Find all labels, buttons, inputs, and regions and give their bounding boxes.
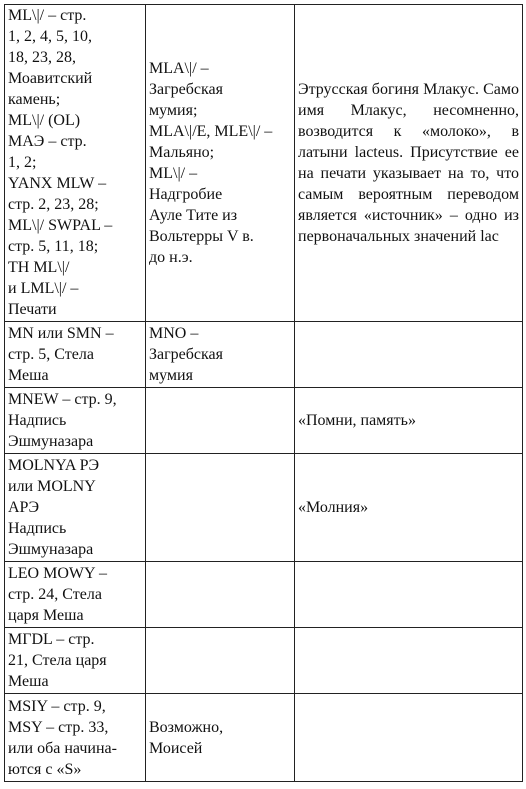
table-row [5,694,523,782]
table-row [5,5,523,322]
table-cell-parallel: Возможно, Моисей [146,694,295,782]
table-cell-meaning [295,628,523,694]
table-cell-parallel: MNO – Загребская мумия [146,322,295,388]
table-cell-inscription: ML\|/ – стр. 1, 2, 4, 5, 10, 18, 23, 28, Моавитский камень; ML\|/ (OL) MAЭ – стр. 1, 2; YANX MLW – стр. 2, 23, 28; ML\|/ SWPAL – стр. 5, 11, 18; TH ML\|/ и LML\|/ – Печати [5,5,146,322]
table-cell-meaning [295,322,523,388]
table-cell-meaning: «Молния» [295,454,523,562]
table-cell-parallel [146,388,295,454]
table-cell-meaning: Этрусская богиня Млакус. Само имя Млакус, несомненно, возводится к «молоко», в латыни lacteus. Присутствие ее на печати указывает на то, что самым вероятным переводом является «источник» – одно из первоначальных значений lac [295,5,523,322]
table-cell-inscription: MГDL – стр. 21, Стела царя Меша [5,628,146,694]
table-cell-parallel [146,628,295,694]
table-cell-inscription: LEO MOWY – стр. 24, Стела царя Меша [5,562,146,628]
table-cell-inscription: MOLNYA РЭ или MOLNY АРЭ Надпись Эшмуназара [5,454,146,562]
table-row [5,562,523,628]
table-row [5,628,523,694]
table-cell-inscription: MSIY – стр. 9, MSY – стр. 33, или оба начина- ются с «S» [5,694,146,782]
table-row [5,454,523,562]
table-cell-parallel: MLA\|/ – Загребская мумия; MLA\|/E, MLE\|/ – Мальяно; ML\|/ – Надгробие Ауле Тите из Вольтерры V в. до н.э. [146,5,295,322]
table-row [5,322,523,388]
table-cell-parallel [146,562,295,628]
glossary-table [4,4,523,782]
table-cell-meaning [295,562,523,628]
table-cell-meaning [295,694,523,782]
table-row [5,388,523,454]
table-cell-inscription: MN или SMN – стр. 5, Стела Меша [5,322,146,388]
table-cell-inscription: MNEW – стр. 9, Надпись Эшмуназара [5,388,146,454]
table-cell-meaning: «Помни, память» [295,388,523,454]
table-cell-parallel [146,454,295,562]
